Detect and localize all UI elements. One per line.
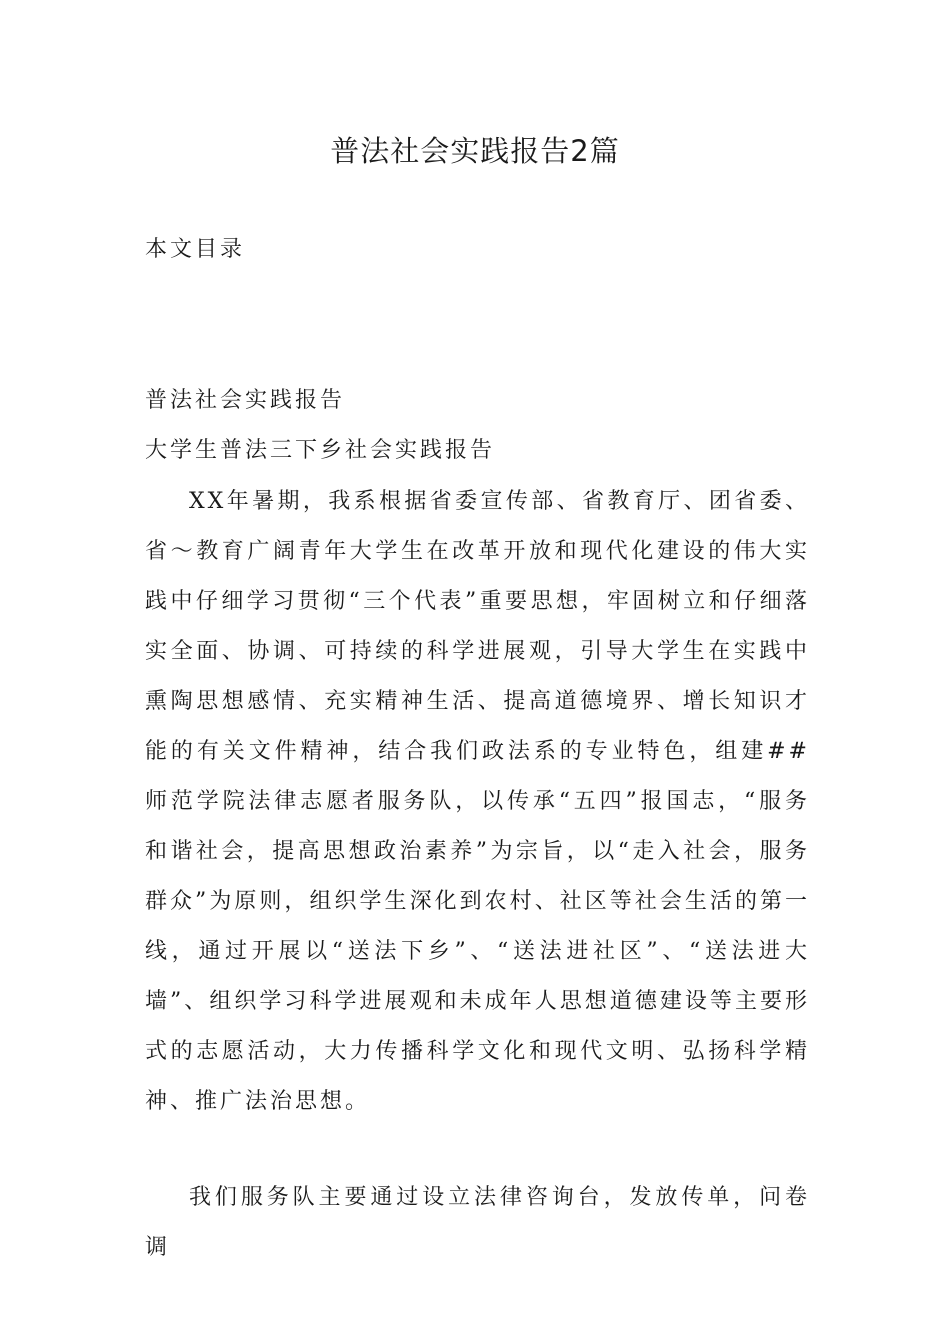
body-paragraph: 我们服务队主要通过设立法律咨询台，发放传单，问卷调 [145, 1185, 810, 1260]
document-title: 普法社会实践报告2篇 [330, 134, 620, 168]
body-paragraph: XX年暑期，我系根据省委宣传部、省教育厅、团省委、省～教育广阔青年大学生在改革开放和现代化建设的伟大实践中仔细学习贯彻“三个代表”重要思想，牢固树立和仔细落实全面、协调、可持续的科学进展观，引导大学生在实践中熏陶思想感情、充实精神生活、提高道德境界、增长知识才能的有关文件精神，结合我们政法系的专业特色，组建##师范学院法律志愿者服务队，以传承“五四”报国志，“服务和谐社会，提高思想政治素养”为宗旨，以“走入社会，服务群众”为原则，组织学生深化到农村、社区等社会生活的第一线，通过开展以“送法下乡”、“送法进社区”、“送法进大墙”、组织学习科学进展观和未成年人思想道德建设等主要形式的志愿活动，大力传播科学文化和现代文明、弘扬科学精神、推广法治思想。 [145, 489, 810, 1114]
toc-heading: 本文目录 [145, 237, 246, 262]
toc-item: 普法社会实践报告 [145, 388, 346, 413]
toc-item: 大学生普法三下乡社会实践报告 [145, 438, 496, 463]
